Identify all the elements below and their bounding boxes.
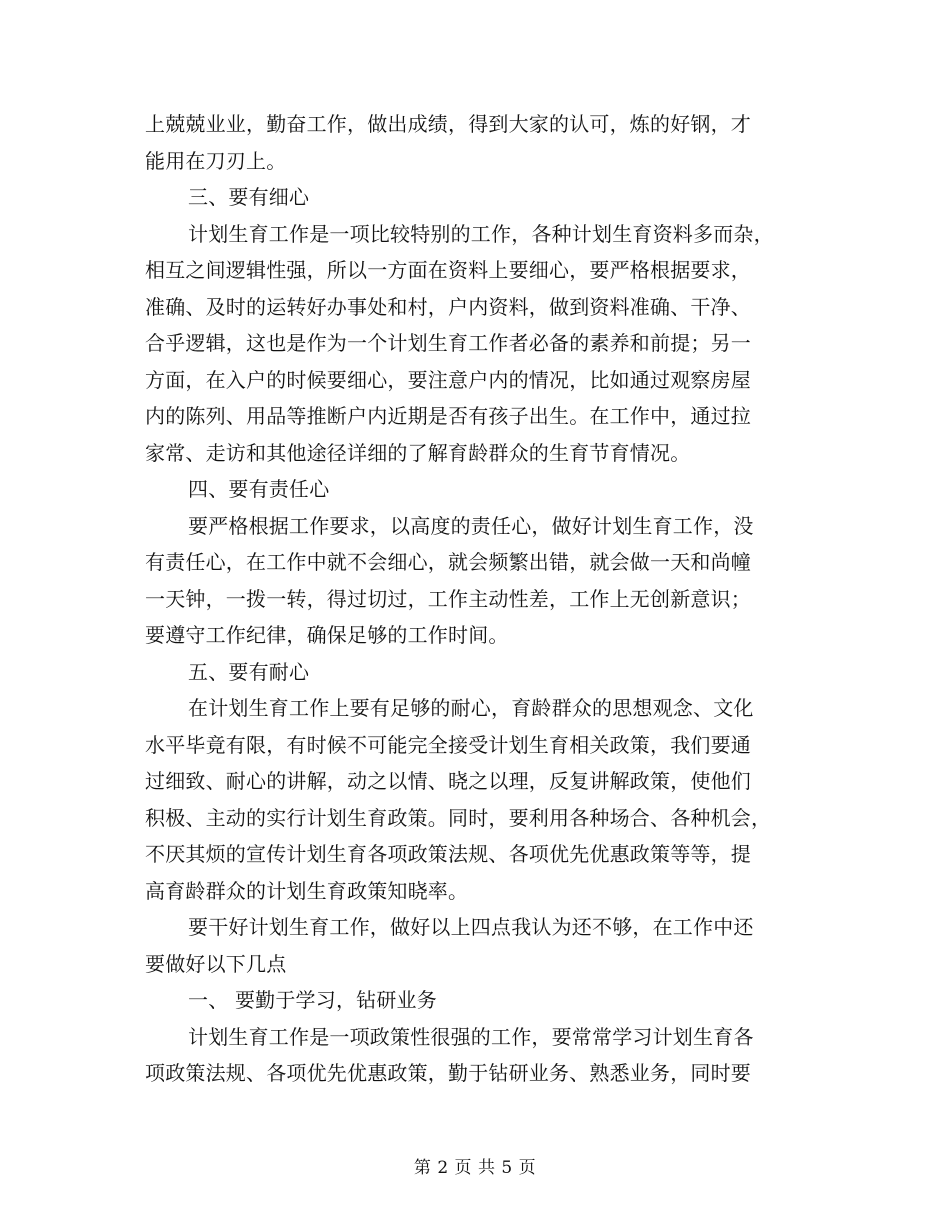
text-line: 在计划生育工作上要有足够的耐心，育龄群众的思想观念、文化 [188, 696, 754, 720]
text-line: 水平毕竟有限，有时候不可能完全接受计划生育相关政策，我们要通 [145, 732, 751, 757]
text-line: 不厌其烦的宣传计划生育各项政策法规、各项优先优惠政策等等，提 [145, 842, 751, 866]
text-line: 相互之间逻辑性强，所以一方面在资料上要细心，要严格根据要求， [145, 258, 751, 282]
text-line: 能用在刀刃上。 [145, 148, 287, 173]
text-line: 要严格根据工作要求，以高度的责任心，做好计划生育工作，没 [188, 513, 754, 538]
text-line: 上兢兢业业，勤奋工作，做出成绩，得到大家的认可，炼的好钢，才 [145, 112, 751, 136]
text-line: 合乎逻辑，这也是作为一个计划生育工作者必备的素养和前提；另一 [145, 331, 751, 355]
text-line: 方面，在入户的时候要细心，要注意户内的情况，比如通过观察房屋 [145, 367, 751, 392]
text-line: 内的陈列、用品等推断户内近期是否有孩子出生。在工作中，通过拉 [145, 404, 751, 428]
text-line: 家常、走访和其他途径详细的了解育龄群众的生育节育情况。 [145, 440, 691, 465]
text-line: 高育龄群众的计划生育政策知晓率。 [145, 878, 469, 903]
text-line: 要遵守工作纪律，确保足够的工作时间。 [145, 623, 509, 647]
text-line: 项政策法规、各项优先优惠政策，勤于钻研业务、熟悉业务，同时要 [145, 1061, 751, 1085]
text-line: 准确、及时的运转好办事处和村，户内资料，做到资料准确、干净、 [145, 294, 751, 319]
text-line: 计划生育工作是一项政策性很强的工作，要常常学习计划生育各 [188, 1024, 754, 1049]
text-line: 一天钟，一拨一转，得过切过，工作主动性差，工作上无创新意识； [145, 586, 751, 611]
document-body [145, 106, 805, 1092]
text-line: 计划生育工作是一项比较特别的工作，各种计划生育资料多而杂， [188, 221, 774, 246]
text-line: 五、要有耐心 [188, 659, 310, 684]
text-line: 积极、主动的实行计划生育政策。同时，要利用各种场合、各种机会， [145, 805, 772, 830]
text-line: 一、 要勤于学习，钻研业务 [188, 988, 437, 1012]
text-line: 要干好计划生育工作，做好以上四点我认为还不够，在工作中还 [188, 915, 754, 939]
text-line: 要做好以下几点 [145, 951, 287, 976]
page-number-footer: 第 2 页 共 5 页 [413, 1158, 537, 1178]
text-line: 三、要有细心 [188, 185, 310, 209]
text-line: 过细致、耐心的讲解，动之以情、晓之以理，反复讲解政策，使他们 [145, 769, 751, 793]
text-line: 四、要有责任心 [188, 477, 330, 501]
text-line: 有责任心，在工作中就不会细心，就会频繁出错，就会做一天和尚幢 [145, 550, 751, 574]
